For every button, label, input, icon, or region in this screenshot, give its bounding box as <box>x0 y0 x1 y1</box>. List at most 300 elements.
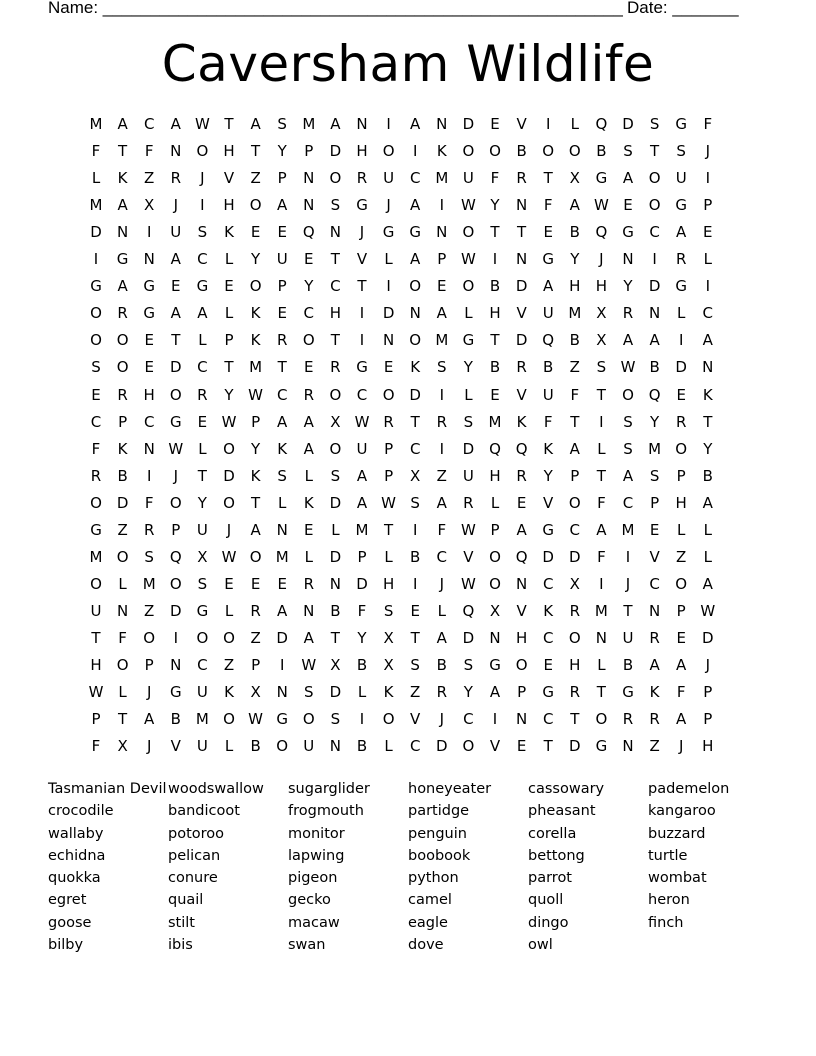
grid-letter: T <box>251 493 261 512</box>
grid-letter: A <box>649 656 660 674</box>
grid-letter: I <box>678 331 684 350</box>
grid-letter: E <box>250 574 261 593</box>
grid-letter: G <box>169 683 182 702</box>
grid-letter: L <box>224 304 234 323</box>
grid-letter: W <box>301 656 317 674</box>
grid-letter: X <box>489 601 501 620</box>
grid-letter: E <box>490 115 500 133</box>
grid-letter: A <box>436 628 447 647</box>
grid-letter: H <box>223 142 235 161</box>
grid-letter: G <box>595 737 608 756</box>
grid-letter: I <box>146 223 152 242</box>
grid-letter: D <box>515 331 528 350</box>
grid-letter: L <box>278 493 287 512</box>
grid-letter: Q <box>489 439 501 458</box>
grid-letter: O <box>169 385 182 404</box>
grid-letter: O <box>196 628 209 647</box>
word-list-item: egret <box>48 892 87 909</box>
grid-letter: E <box>543 656 553 674</box>
grid-letter: B <box>489 358 501 377</box>
grid-letter: B <box>649 358 660 377</box>
grid-letter: H <box>329 304 342 323</box>
grid-letter: X <box>330 656 341 674</box>
grid-letter: W <box>381 493 397 512</box>
grid-letter: O <box>462 223 475 242</box>
grid-letter: H <box>595 277 608 296</box>
grid-letter: K <box>383 683 394 702</box>
grid-letter: N <box>329 737 341 756</box>
grid-letter: Y <box>304 277 314 296</box>
word-list-item: pigeon <box>288 870 338 887</box>
grid-letter: N <box>595 628 607 647</box>
grid-letter: R <box>569 601 581 620</box>
grid-letter: O <box>116 358 129 377</box>
name-field-label[interactable]: Name: _______________________________________________________ <box>48 0 623 17</box>
grid-letter: O <box>169 574 182 593</box>
grid-letter: A <box>250 115 261 133</box>
grid-row <box>86 681 736 708</box>
grid-letter: C <box>622 493 634 512</box>
grid-letter: V <box>543 493 554 512</box>
grid-letter: O <box>249 196 262 215</box>
grid-row <box>86 438 736 465</box>
grid-letter: E <box>516 737 527 756</box>
grid-row <box>86 735 736 762</box>
word-list-item: dove <box>408 937 444 954</box>
grid-letter: N <box>648 304 661 323</box>
grid-letter: W <box>248 385 264 404</box>
grid-letter: C <box>702 304 714 323</box>
grid-letter: A <box>117 277 128 296</box>
grid-letter: D <box>409 385 421 404</box>
grid-letter: L <box>384 250 393 269</box>
grid-letter: P <box>277 169 287 188</box>
word-list-item: stilt <box>168 914 195 931</box>
grid-letter: N <box>436 115 448 133</box>
grid-letter: B <box>622 656 634 674</box>
grid-letter: S <box>330 196 341 215</box>
grid-letter: I <box>492 710 498 729</box>
grid-letter: L <box>437 601 446 620</box>
grid-letter: P <box>703 710 713 729</box>
grid-letter: O <box>90 331 102 350</box>
grid-row <box>86 275 736 302</box>
grid-letter: C <box>463 710 474 729</box>
word-list-item: eagle <box>408 914 448 931</box>
grid-letter: O <box>143 628 156 647</box>
grid-letter: P <box>304 142 314 161</box>
grid-letter: G <box>489 656 501 674</box>
grid-letter: W <box>221 412 237 431</box>
grid-letter: T <box>570 412 580 431</box>
grid-letter: O <box>382 385 395 404</box>
grid-letter: N <box>116 223 129 242</box>
grid-letter: N <box>170 142 182 161</box>
grid-letter: D <box>90 223 102 242</box>
grid-row <box>86 411 736 438</box>
grid-row <box>86 492 736 519</box>
grid-letter: E <box>437 277 447 296</box>
grid-letter: E <box>171 277 181 296</box>
grid-letter: N <box>409 304 421 323</box>
grid-letter: K <box>224 223 234 242</box>
grid-letter: J <box>439 710 445 729</box>
grid-letter: M <box>142 574 156 593</box>
grid-letter: Q <box>648 385 661 404</box>
grid-letter: W <box>248 710 264 729</box>
grid-letter: L <box>490 493 500 512</box>
grid-row <box>86 302 736 329</box>
word-list-item: quoll <box>528 892 564 909</box>
grid-letter: A <box>543 277 554 296</box>
grid-letter: D <box>542 547 554 566</box>
grid-letter: H <box>90 656 102 674</box>
grid-letter: A <box>489 683 501 702</box>
grid-letter: A <box>702 574 713 593</box>
grid-letter: Z <box>569 358 580 377</box>
date-field-label[interactable]: Date: _______ <box>627 0 739 17</box>
grid-letter: G <box>595 169 608 188</box>
grid-letter: O <box>648 169 661 188</box>
grid-letter: B <box>117 466 128 485</box>
grid-letter: I <box>599 574 604 593</box>
word-column <box>288 778 406 956</box>
grid-letter: A <box>277 601 288 620</box>
grid-letter: Y <box>277 142 287 161</box>
grid-letter: D <box>515 277 528 296</box>
grid-letter: O <box>116 547 129 566</box>
grid-letter: P <box>703 683 713 702</box>
grid-letter: A <box>569 439 580 458</box>
grid-letter: O <box>382 710 395 729</box>
grid-letter: P <box>251 656 261 674</box>
grid-letter: E <box>277 223 287 242</box>
word-list-item: owl <box>528 937 553 954</box>
grid-row <box>86 384 736 411</box>
grid-letter: C <box>303 304 315 323</box>
grid-letter: U <box>383 169 395 188</box>
grid-letter: V <box>649 547 660 566</box>
grid-letter: O <box>223 628 235 647</box>
grid-letter: G <box>462 331 475 350</box>
grid-letter: Y <box>703 439 713 458</box>
word-column <box>528 778 646 956</box>
grid-letter: N <box>702 358 714 377</box>
grid-letter: M <box>89 196 103 215</box>
grid-letter: V <box>516 601 527 620</box>
word-list-item: dingo <box>528 914 569 931</box>
grid-letter: Q <box>302 223 315 242</box>
grid-letter: A <box>330 115 341 133</box>
grid-letter: L <box>331 520 340 539</box>
grid-letter: V <box>489 737 501 756</box>
grid-letter: J <box>386 196 391 215</box>
grid-letter: T <box>118 142 128 161</box>
grid-letter: L <box>464 304 473 323</box>
grid-letter: L <box>224 737 234 756</box>
grid-letter: D <box>569 737 581 756</box>
grid-letter: M <box>89 115 103 133</box>
grid-letter: D <box>702 628 714 647</box>
grid-letter: B <box>702 466 713 485</box>
grid-letter: F <box>543 412 553 431</box>
grid-letter: E <box>277 304 287 323</box>
grid-letter: E <box>304 250 314 269</box>
word-list-item: bettong <box>528 847 585 864</box>
grid-letter: K <box>543 601 554 620</box>
grid-letter: O <box>595 710 608 729</box>
grid-letter: O <box>462 142 475 161</box>
grid-letter: T <box>384 520 394 539</box>
grid-letter: G <box>276 710 288 729</box>
grid-letter: P <box>171 520 181 539</box>
grid-letter: E <box>490 385 500 404</box>
grid-row <box>86 140 736 167</box>
grid-letter: N <box>515 196 528 215</box>
grid-letter: M <box>89 547 103 566</box>
word-list-item: buzzard <box>648 825 706 842</box>
word-list-item: quail <box>168 892 204 909</box>
grid-row <box>86 573 736 600</box>
grid-letter: H <box>489 304 501 323</box>
grid-letter: M <box>648 439 662 458</box>
grid-letter: S <box>410 656 420 674</box>
grid-letter: Y <box>251 250 261 269</box>
grid-letter: L <box>91 169 101 188</box>
grid-letter: B <box>569 331 580 350</box>
grid-letter: T <box>224 115 234 133</box>
grid-row <box>86 329 736 356</box>
grid-letter: T <box>490 331 500 350</box>
grid-letter: S <box>596 358 607 377</box>
grid-letter: J <box>359 223 365 242</box>
grid-letter: B <box>516 142 527 161</box>
grid-letter: T <box>251 142 261 161</box>
grid-letter: T <box>543 737 553 756</box>
grid-letter: U <box>462 169 474 188</box>
grid-letter: E <box>304 520 314 539</box>
word-list-item: bandicoot <box>168 803 240 820</box>
grid-letter: Y <box>251 439 261 458</box>
grid-letter: A <box>356 466 368 485</box>
grid-letter: A <box>410 250 421 269</box>
grid-letter: T <box>517 223 527 242</box>
grid-letter: U <box>356 439 368 458</box>
grid-letter: M <box>355 520 369 539</box>
grid-letter: P <box>676 601 686 620</box>
grid-letter: G <box>542 520 554 539</box>
grid-letter: G <box>675 115 687 133</box>
grid-row <box>86 627 736 654</box>
grid-letter: O <box>302 710 315 729</box>
grid-letter: Q <box>515 547 528 566</box>
grid-letter: L <box>198 439 207 458</box>
word-list-item: pademelon <box>648 781 730 797</box>
grid-letter: I <box>173 628 179 647</box>
grid-letter: U <box>542 385 554 404</box>
grid-letter: S <box>463 412 474 431</box>
grid-letter: R <box>250 601 261 620</box>
grid-letter: W <box>620 358 636 377</box>
grid-letter: H <box>569 277 581 296</box>
grid-letter: K <box>277 439 288 458</box>
grid-letter: O <box>223 439 235 458</box>
grid-row <box>86 600 736 627</box>
grid-letter: R <box>356 169 368 188</box>
grid-letter: L <box>464 385 473 404</box>
grid-letter: D <box>170 358 182 377</box>
word-list-item: penguin <box>408 825 467 842</box>
grid-letter: I <box>439 385 445 404</box>
grid-letter: O <box>329 385 342 404</box>
grid-letter: P <box>384 439 394 458</box>
grid-letter: O <box>489 574 501 593</box>
grid-letter: D <box>329 493 342 512</box>
grid-letter: B <box>489 277 501 296</box>
grid-letter: X <box>383 656 394 674</box>
grid-letter: A <box>622 169 634 188</box>
grid-letter: A <box>277 412 288 431</box>
grid-letter: V <box>463 547 474 566</box>
grid-letter: S <box>144 547 154 566</box>
grid-letter: S <box>437 358 447 377</box>
grid-letter: U <box>90 601 102 620</box>
grid-letter: V <box>516 304 527 323</box>
grid-letter: A <box>702 331 713 350</box>
header-line <box>48 0 748 20</box>
word-list-item: quokka <box>48 870 101 887</box>
grid-letter: L <box>384 737 393 756</box>
grid-letter: J <box>226 520 232 539</box>
grid-letter: N <box>489 628 501 647</box>
grid-letter: S <box>330 710 341 729</box>
grid-letter: X <box>197 547 208 566</box>
grid-row <box>86 221 736 248</box>
grid-letter: O <box>409 331 422 350</box>
grid-letter: K <box>436 142 447 161</box>
word-list-item: lapwing <box>288 847 345 864</box>
grid-letter: T <box>596 466 606 485</box>
grid-letter: X <box>596 304 607 323</box>
grid-letter: U <box>276 250 288 269</box>
grid-letter: A <box>250 520 261 539</box>
grid-letter: T <box>410 628 420 647</box>
grid-letter: O <box>249 547 262 566</box>
grid-letter: O <box>622 385 634 404</box>
grid-letter: L <box>304 547 313 566</box>
grid-letter: D <box>382 304 395 323</box>
grid-letter: N <box>276 683 288 702</box>
grid-letter: A <box>410 196 421 215</box>
grid-letter: O <box>169 493 182 512</box>
grid-letter: I <box>652 250 657 269</box>
grid-letter: W <box>460 574 476 593</box>
grid-letter: E <box>543 223 553 242</box>
grid-letter: V <box>516 385 527 404</box>
grid-letter: Z <box>436 466 447 485</box>
grid-letter: T <box>623 601 633 620</box>
grid-letter: F <box>118 628 127 647</box>
grid-letter: F <box>597 547 606 566</box>
grid-letter: R <box>675 250 687 269</box>
grid-letter: C <box>569 520 581 539</box>
grid-letter: Y <box>463 358 473 377</box>
grid-letter: R <box>516 358 527 377</box>
grid-letter: E <box>410 601 420 620</box>
grid-letter: V <box>223 169 235 188</box>
grid-letter: L <box>304 466 313 485</box>
grid-letter: I <box>200 196 205 215</box>
word-list-item: conure <box>168 870 218 887</box>
word-list <box>48 778 768 958</box>
grid-letter: H <box>382 574 395 593</box>
grid-letter: L <box>677 520 686 539</box>
grid-letter: X <box>144 196 155 215</box>
grid-letter: Y <box>490 196 500 215</box>
grid-letter: S <box>383 601 394 620</box>
grid-letter: O <box>515 656 528 674</box>
grid-letter: U <box>303 737 315 756</box>
grid-letter: E <box>250 223 261 242</box>
grid-letter: P <box>650 493 660 512</box>
grid-letter: R <box>649 628 660 647</box>
grid-letter: G <box>622 683 634 702</box>
grid-letter: R <box>170 169 182 188</box>
grid-letter: P <box>490 520 500 539</box>
grid-letter: K <box>117 169 128 188</box>
grid-letter: E <box>304 358 314 377</box>
grid-letter: P <box>517 683 527 702</box>
grid-letter: I <box>386 115 391 133</box>
grid-letter: A <box>170 115 181 133</box>
page-title: Caversham Wildlife <box>161 35 655 93</box>
grid-letter: G <box>143 304 155 323</box>
grid-letter: K <box>303 493 314 512</box>
grid-letter: T <box>197 466 207 485</box>
grid-letter: U <box>622 628 634 647</box>
word-list-item: cassowary <box>528 781 605 797</box>
grid-letter: G <box>143 277 155 296</box>
grid-letter: P <box>357 547 367 566</box>
grid-row <box>86 465 736 492</box>
grid-letter: O <box>90 574 102 593</box>
word-list-item: corella <box>528 825 577 842</box>
grid-letter: N <box>276 520 288 539</box>
grid-letter: D <box>622 115 634 133</box>
grid-letter: X <box>117 737 128 756</box>
grid-letter: N <box>436 223 448 242</box>
grid-letter: F <box>144 142 154 161</box>
grid-letter: S <box>676 142 686 161</box>
grid-letter: I <box>599 412 604 431</box>
grid-letter: H <box>356 142 368 161</box>
grid-letter: R <box>197 385 208 404</box>
grid-letter: V <box>356 250 368 269</box>
grid-letter: E <box>144 358 154 377</box>
word-list-item: frogmouth <box>288 803 364 820</box>
grid-letter: J <box>173 196 179 215</box>
grid-letter: M <box>302 115 316 133</box>
grid-letter: L <box>357 683 367 702</box>
grid-letter: X <box>410 466 421 485</box>
grid-letter: S <box>277 466 287 485</box>
grid-letter: A <box>117 196 128 215</box>
grid-letter: L <box>703 547 712 566</box>
grid-letter: T <box>224 358 234 377</box>
grid-letter: E <box>676 628 686 647</box>
grid-letter: I <box>492 250 498 269</box>
grid-letter: O <box>462 737 475 756</box>
